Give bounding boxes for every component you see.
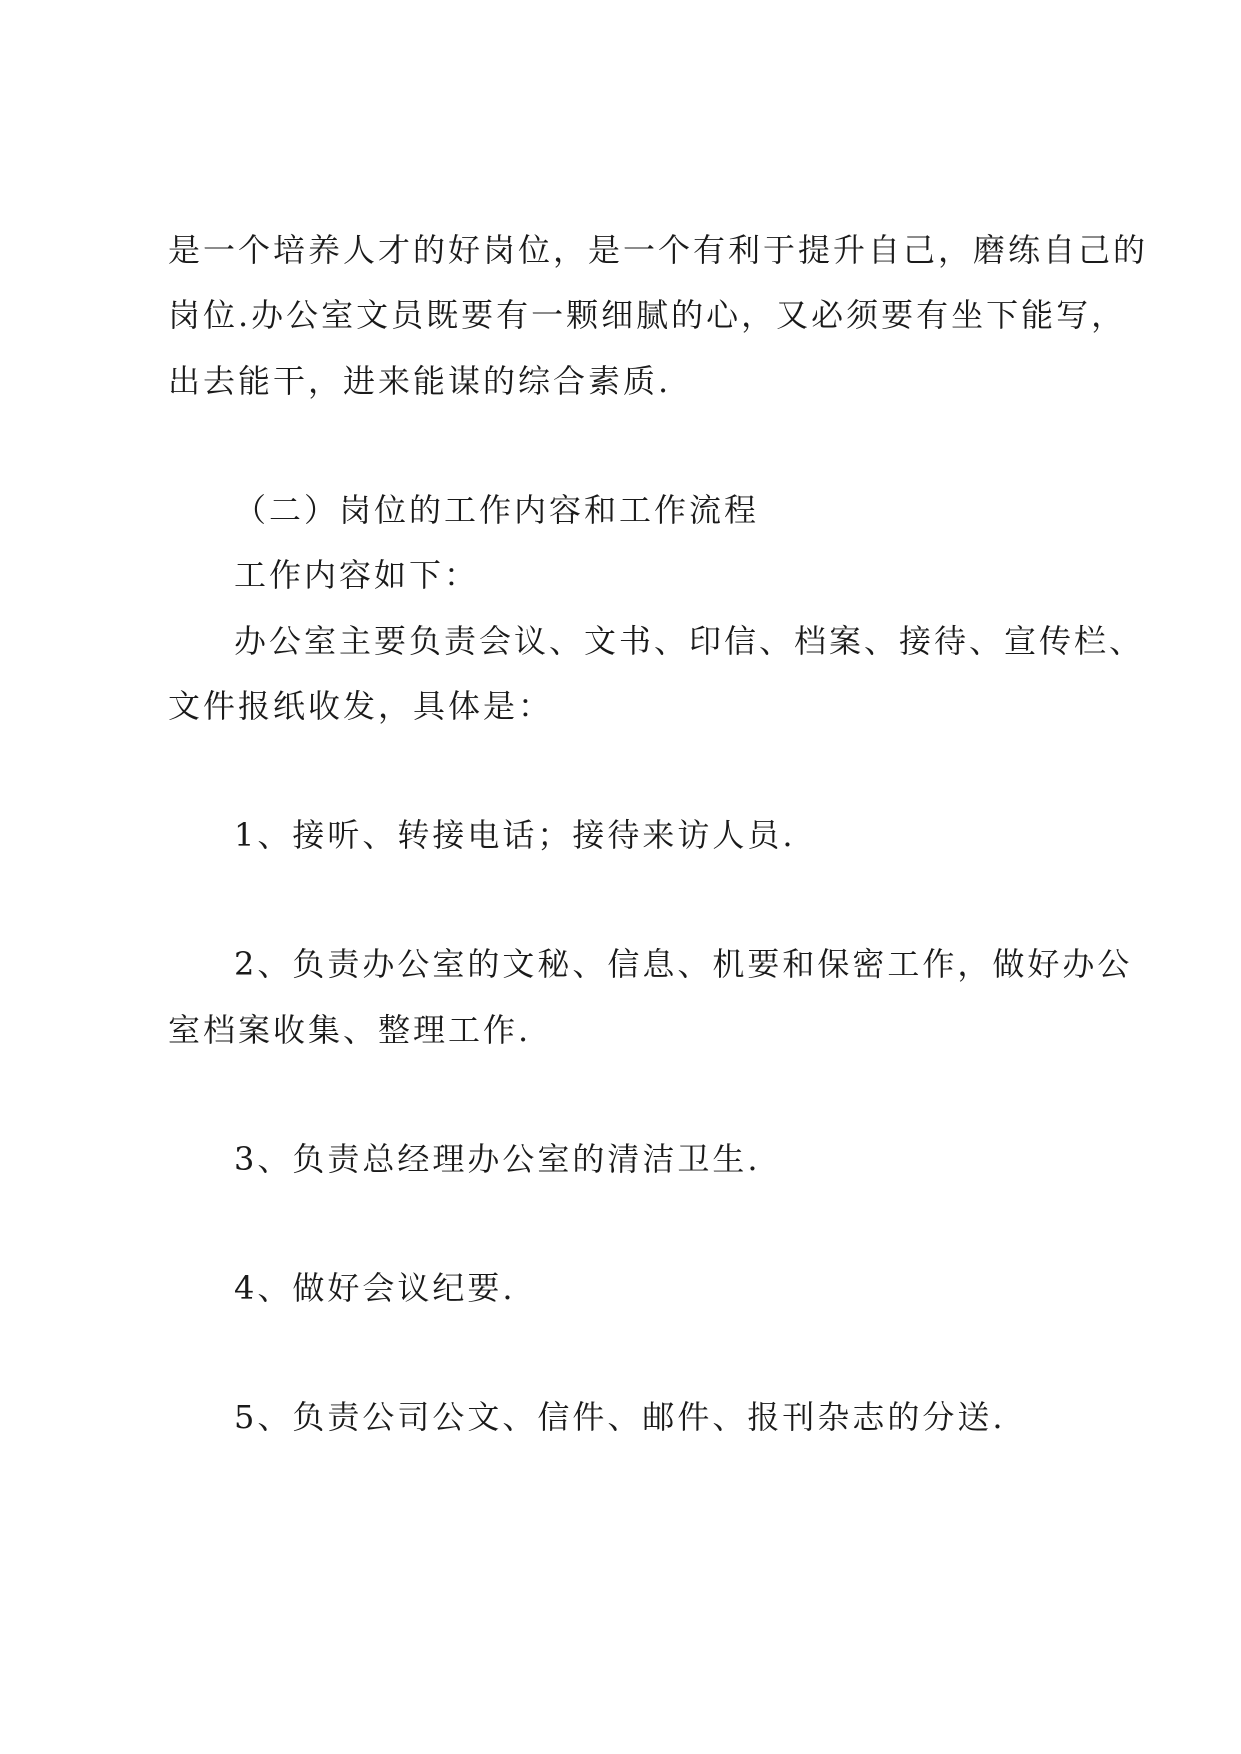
list-item-2-line-2: 室档案收集、整理工作. (168, 1011, 532, 1049)
intro-line-1: 是一个培养人才的好岗位，是一个有利于提升自己，磨练自己的 (168, 231, 1149, 269)
list-item-5: 5、负责公司公文、信件、邮件、报刊杂志的分送. (234, 1398, 1006, 1436)
list-item-1: 1、接听、转接电话；接待来访人员. (234, 816, 796, 854)
duties-line-2: 文件报纸收发，具体是： (168, 687, 554, 725)
list-item-4: 4、做好会议纪要. (234, 1269, 516, 1307)
section-heading: （二）岗位的工作内容和工作流程 (234, 491, 760, 529)
intro-line-2: 岗位.办公室文员既要有一颗细腻的心，又必须要有坐下能写， (168, 296, 1127, 334)
content-label: 工作内容如下： (234, 556, 480, 594)
duties-line-1: 办公室主要负责会议、文书、印信、档案、接待、宣传栏、 (234, 622, 1145, 660)
list-item-2-line-1: 2、负责办公室的文秘、信息、机要和保密工作，做好办公 (234, 945, 1133, 983)
intro-line-3: 出去能干，进来能谋的综合素质. (168, 362, 672, 400)
list-item-3: 3、负责总经理办公室的清洁卫生. (234, 1140, 761, 1178)
